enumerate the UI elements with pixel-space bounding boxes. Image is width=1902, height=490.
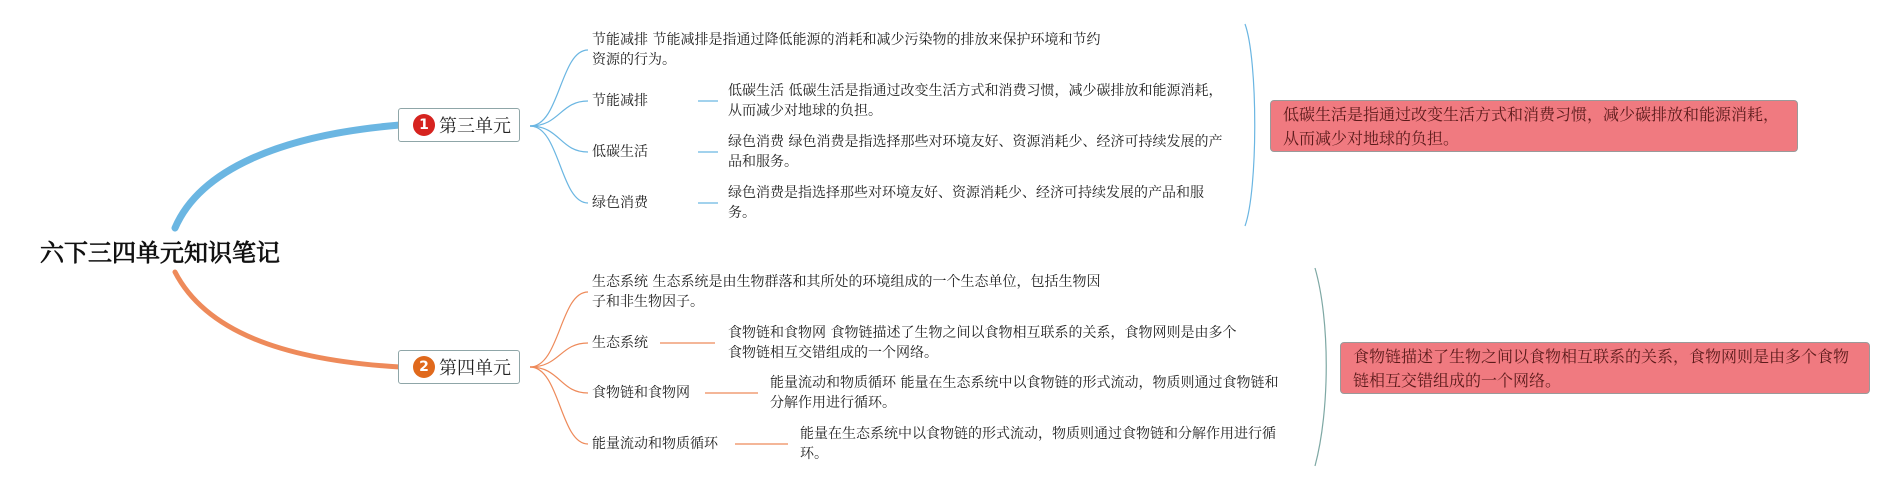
unit3-node[interactable] xyxy=(398,108,520,142)
unit4-intro[interactable]: 生态系统 生态系统是由生物群落和其所处的环境组成的一个生态单位，包括生物因子和非生物因子。 xyxy=(592,274,1101,310)
unit3-item-text-2[interactable]: 绿色消费 绿色消费是指选择那些对环境友好、资源消耗少、经济可持续发展的产品和服务。 xyxy=(728,134,1223,170)
connector-root-unit4 xyxy=(175,272,400,367)
unit4-label: 第四单元 xyxy=(439,358,511,379)
unit4-item-text-3[interactable]: 能量在生态系统中以食物链的形式流动，物质则通过食物链和分解作用进行循环。 xyxy=(800,426,1276,462)
unit4-item-label-2[interactable]: 食物链和食物网 xyxy=(592,385,690,401)
unit4-item-text-2[interactable]: 能量流动和物质循环 能量在生态系统中以食物链的形式流动，物质则通过食物链和分解作用进行循环。 xyxy=(770,375,1279,411)
unit3-item-label-1[interactable]: 节能减排 xyxy=(592,93,648,109)
unit4-badge: 2 xyxy=(413,356,435,378)
unit4-branch-lines xyxy=(530,292,788,444)
unit4-item-label-3[interactable]: 能量流动和物质循环 xyxy=(592,436,718,452)
connector-root-unit3 xyxy=(175,125,400,228)
unit3-item-text-1[interactable]: 低碳生活 低碳生活是指通过改变生活方式和消费习惯，减少碳排放和能源消耗，从而减少对地球的负担。 xyxy=(728,83,1223,119)
unit4-item-label-1[interactable]: 生态系统 xyxy=(592,335,648,351)
unit3-label: 第三单元 xyxy=(439,116,511,137)
unit4-node[interactable] xyxy=(398,350,520,384)
root-topic[interactable]: 六下三四单元知识笔记 xyxy=(40,239,280,267)
unit3-item-label-3[interactable]: 绿色消费 xyxy=(592,195,648,211)
unit3-badge: 1 xyxy=(413,114,435,136)
unit3-intro[interactable]: 节能减排 节能减排是指通过降低能源的消耗和减少污染物的排放来保护环境和节约资源的行为。 xyxy=(592,32,1101,68)
unit4-item-text-1[interactable]: 食物链和食物网 食物链描述了生物之间以食物相互联系的关系，食物网则是由多个食物链相互交错组成的一个网络。 xyxy=(728,325,1237,361)
unit3-item-label-2[interactable]: 低碳生活 xyxy=(592,144,648,160)
unit4-summary-brace xyxy=(1315,268,1326,466)
unit4-summary[interactable]: 食物链描述了生物之间以食物相互联系的关系，食物网则是由多个食物链相互交错组成的一个网络。 xyxy=(1340,342,1870,394)
unit3-item-text-3[interactable]: 绿色消费是指选择那些对环境友好、资源消耗少、经济可持续发展的产品和服务。 xyxy=(728,185,1204,221)
unit3-summary[interactable]: 低碳生活是指通过改变生活方式和消费习惯，减少碳排放和能源消耗，从而减少对地球的负担。 xyxy=(1270,100,1798,152)
